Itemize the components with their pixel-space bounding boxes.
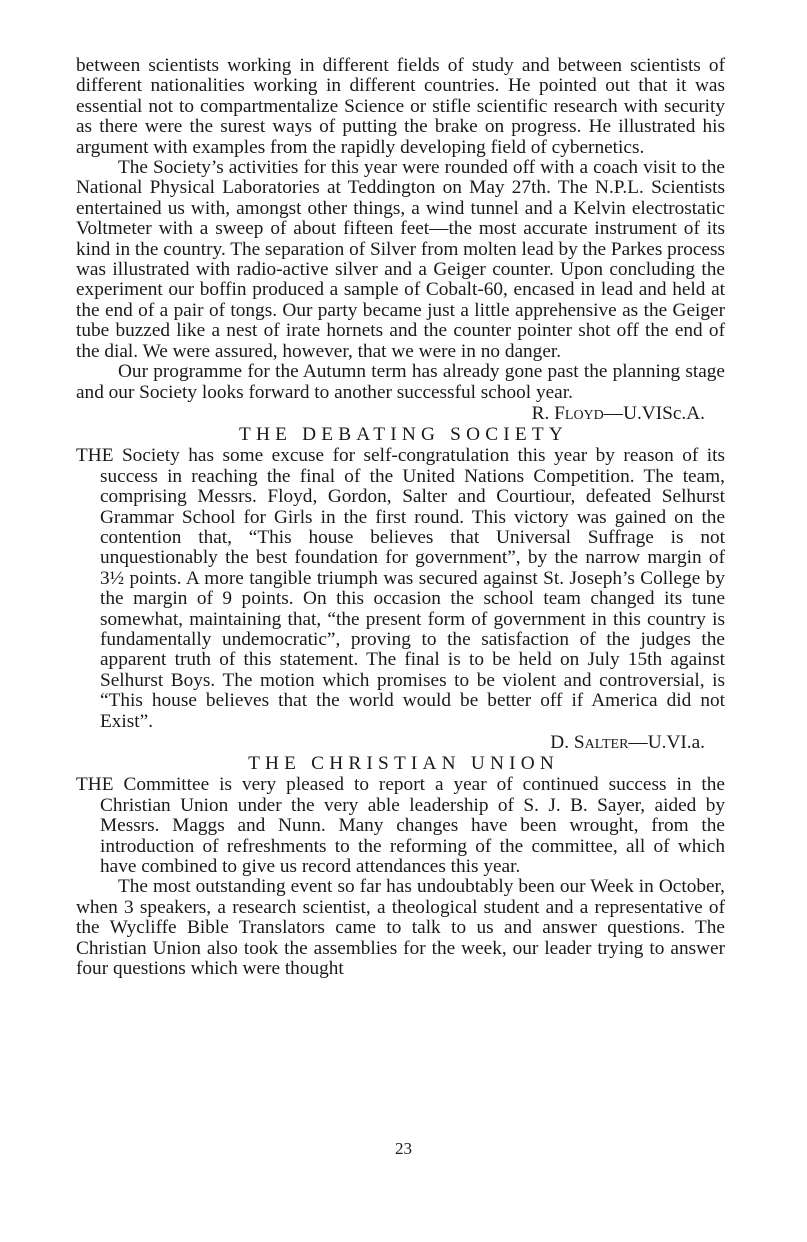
signature-floyd bbox=[76, 404, 725, 424]
paragraph-debating: THE Society has some excuse for self-congratulation this year by reason of its success in reaching the final of the United Nations Competition. The team, comprising Messrs. Floyd, Gordon, Salter and Courtiour, defeated Selhurst Grammar School for Girls in the first round. This victory was gained on the contention that, “This house believes that Universal Suffrage is not unquestionably the best foundation for government”, by the narrow margin of 3½ points. A more tangible triumph was secured against St. Joseph’s College by the margin of 9 points. On this occasion the school team changed its tune somewhat, maintaining that, “the present form of government in this country is fundamentally undemocratic”, proving to the satisfaction of the judges the apparent truth of this statement. The final is to be held on July 15th against Selhurst Boys. The motion which promises to be violent and controversial, is “This house believes that the world would be better off if America did not Exist”. bbox=[76, 445, 725, 732]
signature-initial: R. bbox=[531, 402, 555, 424]
signature-name: Salter bbox=[573, 732, 629, 753]
continued-paragraph: between scientists working in different fields of study and between scientists of different nationalities working in different countries. He pointed out that it was essential not to compartmentalize Science or stifle scientific research with security as there were the surest ways of putting the brake on progress. He illustrated his argument with examples from the rapidly developing field of cybernetics. bbox=[76, 55, 725, 158]
signature-salter bbox=[76, 733, 725, 753]
page-body bbox=[76, 56, 725, 979]
heading-debating-society: THE DEBATING SOCIETY bbox=[239, 424, 568, 446]
paragraph-autumn-programme: Our programme for the Autumn term has already gone past the planning stage and our Society looks forward to another successful school year. bbox=[76, 361, 725, 403]
page-number: 23 bbox=[395, 1139, 412, 1158]
signature-name: Floyd bbox=[554, 402, 604, 424]
paragraph-christian-committee: THE Committee is very pleased to report a year of continued success in the Christian Union under the very able leadership of S. J. B. Sayer, aided by Messrs. Maggs and Nunn. Many changes have been wrought, from the introduction of refreshments to the reforming of the committee, all of which have combined to give us record attendances this year. bbox=[76, 774, 725, 878]
paragraph-npl-visit: The Society’s activities for this year were rounded off with a coach visit to the National Physical Laboratories at Teddington on May 27th. The N.P.L. Scientists entertained us with, amongst other things, a wind tunnel and a Kelvin electrostatic Voltmeter with a sweep of about fifteen feet—the most accurate instrument of its kind in the country. The separation of Silver from molten lead by the Parkes process was illustrated with radio-active silver and a Geiger counter. Upon concluding the experiment our boffin produced a sample of Cobalt-60, encased in lead and held at the end of a pair of tongs. Our party became just a little apprehensive as the Geiger tube buzzed like a nest of irate hornets and the counter pointer shot off the end of the dial. We were assured, however, that we were in no danger. bbox=[76, 157, 725, 362]
paragraph-christian-week: The most outstanding event so far has undoubtably been our Week in October, when 3 speakers, a research scientist, a theological student and a representative of the Wycliffe Bible Translators came to talk to us and answer questions. The Christian Union also took the assemblies for the week, our leader trying to answer four questions which were thought bbox=[76, 876, 725, 980]
signature-form: —U.VI.a. bbox=[628, 732, 705, 753]
signature-initial: D. bbox=[550, 732, 574, 753]
heading-christian-union: THE CHRISTIAN UNION bbox=[248, 753, 559, 775]
signature-form: —U.VISc.A. bbox=[603, 402, 705, 424]
